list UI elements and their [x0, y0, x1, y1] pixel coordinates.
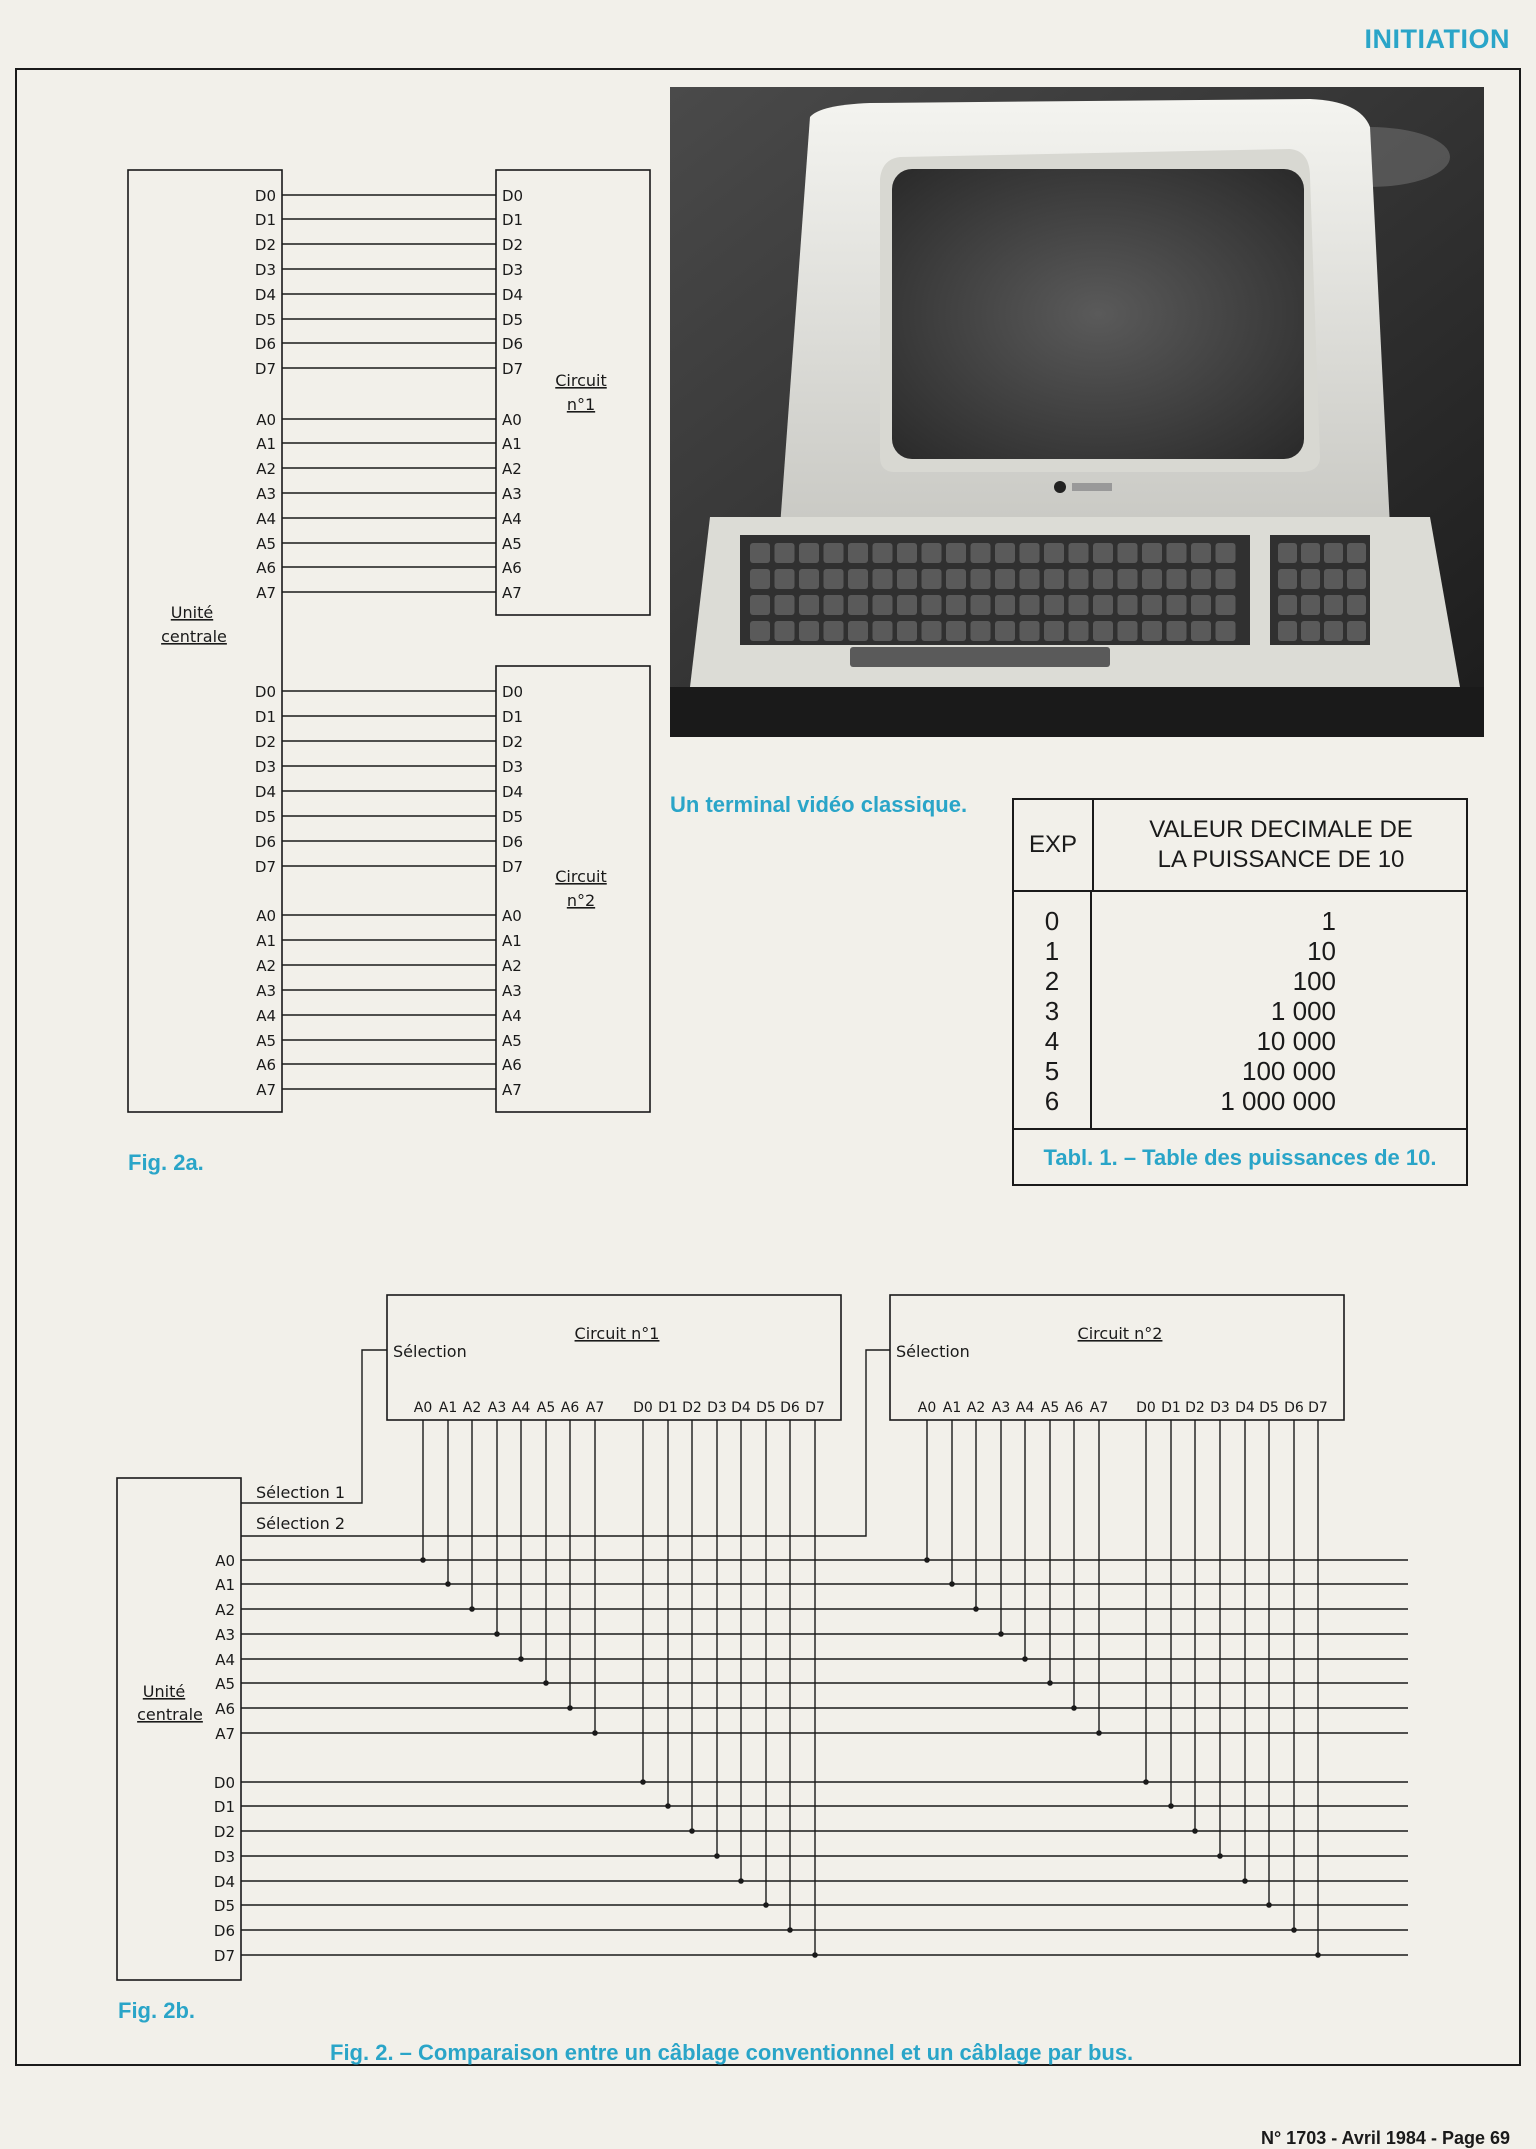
circuit-1-pin-label: A1 [438, 1400, 458, 1416]
circuit-2-pin-label: D7 [502, 858, 524, 876]
cpu-pin-label: A6 [256, 559, 276, 577]
circuit-1-pin-label: D5 [756, 1400, 776, 1416]
keypad-key [1278, 621, 1297, 641]
circuit-2-pin-label: A6 [502, 1056, 522, 1074]
cpu-pin-label: A1 [215, 1576, 235, 1594]
circuit-1-selection-label: Sélection [393, 1342, 467, 1361]
cpu-pin-label: D4 [254, 286, 276, 304]
circuit-1-pin-label: D7 [502, 360, 524, 378]
keyboard-key [1093, 621, 1113, 641]
keypad-key [1278, 595, 1297, 615]
circuit-2-pin-label: D2 [502, 733, 524, 751]
cpu-pin-label: D2 [254, 733, 276, 751]
table-cell-exp: 4 [1044, 1026, 1060, 1056]
keyboard-key [750, 621, 770, 641]
keyboard-key [750, 569, 770, 589]
keyboard-key [873, 621, 893, 641]
circuit-2-pin-label: D1 [502, 708, 524, 726]
cpu-pin-label: A7 [256, 1081, 276, 1099]
table-cell-value: 1 000 000 [1220, 1086, 1336, 1116]
cpu-pin-label: A6 [256, 1056, 276, 1074]
keyboard-key [1069, 621, 1089, 641]
cpu-pin-label: D0 [254, 187, 276, 205]
keyboard-key [873, 569, 893, 589]
keyboard-key [848, 595, 868, 615]
keyboard-key [824, 595, 844, 615]
circuit-2-pin-label: A0 [502, 907, 522, 925]
keyboard-key [897, 569, 917, 589]
keypad-key [1301, 595, 1320, 615]
bus-junction-dot [1143, 1779, 1149, 1785]
circuit-2-pin-label: D5 [1259, 1400, 1279, 1416]
column-header-exp: EXP [1014, 800, 1094, 890]
cpu-pin-label: A0 [215, 1552, 235, 1570]
bus-junction-dot [1242, 1878, 1248, 1884]
bus-junction-dot [812, 1952, 818, 1958]
cpu-pin-label: A3 [256, 485, 276, 503]
cpu-pin-label: A4 [215, 1651, 235, 1669]
cpu-pin-label: A7 [215, 1725, 235, 1743]
keyboard-key [1069, 543, 1089, 563]
keyboard-key [1020, 595, 1040, 615]
cpu-pin-label: A2 [215, 1601, 235, 1619]
circuit-2-pin-label: A3 [502, 982, 522, 1000]
circuit-1-pin-label: D6 [502, 335, 524, 353]
keyboard-key [922, 543, 942, 563]
circuit-2-selection-label: Sélection [896, 1342, 970, 1361]
keypad-key [1324, 543, 1343, 563]
keyboard-key [1020, 621, 1040, 641]
cpu-label: centrale [161, 627, 227, 646]
photo-caption: Un terminal vidéo classique. [670, 792, 968, 817]
circuit-2-pin-label: A1 [502, 932, 522, 950]
circuit-1-pin-label: A3 [487, 1400, 507, 1416]
circuit-1-pin-label: D1 [502, 211, 524, 229]
bus-junction-dot [714, 1853, 720, 1859]
cpu-label: Unité [170, 603, 214, 622]
circuit-1-pin-label: A7 [502, 584, 522, 602]
keyboard-key [848, 621, 868, 641]
table-cell-exp: 1 [1044, 936, 1060, 966]
keypad-key [1301, 621, 1320, 641]
keyboard-key [1044, 595, 1064, 615]
bus-junction-dot [1071, 1705, 1077, 1711]
circuit-1-pin-label: A5 [502, 535, 522, 553]
bus-junction-dot [1047, 1680, 1053, 1686]
cpu-pin-label: A0 [256, 907, 276, 925]
keyboard-key [922, 621, 942, 641]
circuit-2-pin-label: A5 [1040, 1400, 1060, 1416]
table-cell-exp: 0 [1044, 906, 1060, 936]
selection-2-wire [241, 1350, 890, 1536]
keyboard-key [1093, 595, 1113, 615]
cpu-pin-label: D5 [254, 808, 276, 826]
circuit-2-pin-label: D6 [502, 833, 524, 851]
cpu-pin-label: D2 [254, 236, 276, 254]
circuit-1-pin-label: D4 [502, 286, 524, 304]
selection-1-wire [241, 1350, 387, 1503]
bus-junction-dot [543, 1680, 549, 1686]
powers-of-ten-table [1012, 798, 1468, 1186]
table-caption-box [1014, 1130, 1466, 1186]
keyboard-key [897, 595, 917, 615]
column-header-value-line: VALEUR DECIMALE DE [1149, 816, 1413, 843]
table-cell-exp: 6 [1044, 1086, 1060, 1116]
table-cell-exp: 3 [1044, 996, 1060, 1026]
circuit-2-pin-label: A6 [1064, 1400, 1084, 1416]
circuit-2-pin-label: A2 [966, 1400, 986, 1416]
circuit-1-pin-label: A6 [502, 559, 522, 577]
keyboard-key [750, 595, 770, 615]
cpu-pin-label: A0 [256, 411, 276, 429]
keyboard-key [1142, 595, 1162, 615]
keyboard-key [1216, 569, 1236, 589]
circuit-2-label: Circuit [555, 867, 607, 886]
keypad-key [1301, 543, 1320, 563]
circuit-2-pin-label: D6 [1284, 1400, 1304, 1416]
cpu-pin-label: A6 [215, 1700, 235, 1718]
bus-junction-dot [1266, 1902, 1272, 1908]
keyboard-key [995, 621, 1015, 641]
cpu-pin-label: D2 [213, 1823, 235, 1841]
keyboard-key [1142, 543, 1162, 563]
cpu-pin-label: D5 [254, 311, 276, 329]
circuit-1-pin-label: D6 [780, 1400, 800, 1416]
bus-junction-dot [640, 1779, 646, 1785]
cpu-pin-label: D7 [254, 858, 276, 876]
circuit-2-pin-label: A0 [917, 1400, 937, 1416]
keyboard-key [897, 621, 917, 641]
circuit-1-title: Circuit n°1 [574, 1324, 660, 1343]
circuit-1-pin-label: A1 [502, 435, 522, 453]
table-header [1014, 800, 1466, 892]
keyboard-key [873, 595, 893, 615]
cpu-pin-label: A5 [256, 535, 276, 553]
bus-junction-dot [973, 1606, 979, 1612]
keyboard-key [946, 543, 966, 563]
circuit-1-pin-label: A5 [536, 1400, 556, 1416]
bus-junction-dot [592, 1730, 598, 1736]
circuit-2-pin-label: D4 [502, 783, 524, 801]
keypad-key [1347, 621, 1366, 641]
circuit-2-pin-label: D2 [1185, 1400, 1205, 1416]
fig-2b-diagram [0, 1270, 1536, 2030]
circuit-2-pin-label: A2 [502, 957, 522, 975]
circuit-1-pin-label: A0 [502, 411, 522, 429]
keyboard-key [1020, 569, 1040, 589]
table-body [1014, 892, 1466, 1130]
fig-2b-caption: Fig. 2b. [118, 1998, 195, 2023]
bus-junction-dot [998, 1631, 1004, 1637]
keyboard-key [848, 569, 868, 589]
keyboard-key [922, 595, 942, 615]
circuit-1-pin-label: A0 [413, 1400, 433, 1416]
bus-junction-dot [494, 1631, 500, 1637]
cpu-pin-label: A1 [256, 435, 276, 453]
bus-junction-dot [1217, 1853, 1223, 1859]
circuit-2-pin-label: A7 [1089, 1400, 1109, 1416]
keyboard-key [1167, 569, 1187, 589]
circuit-2-pin-label: D7 [1308, 1400, 1328, 1416]
cpu-pin-label: D1 [254, 211, 276, 229]
keyboard-key [1118, 621, 1138, 641]
circuit-1-pin-label: A3 [502, 485, 522, 503]
cpu-pin-label: D1 [254, 708, 276, 726]
cpu-pin-label: A2 [256, 957, 276, 975]
cpu-pin-label: D3 [254, 261, 276, 279]
bus-junction-dot [949, 1581, 955, 1587]
keyboard-key [971, 569, 991, 589]
keyboard-key [1216, 543, 1236, 563]
cpu-pin-label: D0 [213, 1774, 235, 1792]
keyboard-key [1167, 543, 1187, 563]
circuit-2-title: Circuit n°2 [1077, 1324, 1163, 1343]
cpu-pin-label: A2 [256, 460, 276, 478]
circuit-2-pin-label: A3 [991, 1400, 1011, 1416]
keyboard-key [1118, 569, 1138, 589]
cpu-pin-label: A3 [256, 982, 276, 1000]
keypad-key [1347, 543, 1366, 563]
circuit-1-pin-label: D2 [682, 1400, 702, 1416]
keyboard-key [922, 569, 942, 589]
bus-junction-dot [1022, 1656, 1028, 1662]
circuit-1-pin-label: A2 [502, 460, 522, 478]
bus-junction-dot [420, 1557, 426, 1563]
keyboard-key [1044, 543, 1064, 563]
keyboard-key [1118, 543, 1138, 563]
table-cell-exp: 5 [1044, 1056, 1060, 1086]
circuit-1-pin-label: D5 [502, 311, 524, 329]
bus-junction-dot [665, 1803, 671, 1809]
circuit-2-pin-label: A4 [1015, 1400, 1035, 1416]
keyboard-key [775, 543, 795, 563]
bus-junction-dot [738, 1878, 744, 1884]
keyboard-key [1191, 569, 1211, 589]
cpu-pin-label: D4 [254, 783, 276, 801]
keyboard-key [995, 569, 1015, 589]
keypad-key [1324, 569, 1343, 589]
cpu-pin-label: A5 [256, 1032, 276, 1050]
circuit-1-pin-label: D2 [502, 236, 524, 254]
keyboard-key [1191, 543, 1211, 563]
circuit-2-label: n°2 [566, 891, 596, 910]
cpu-pin-label: D7 [254, 360, 276, 378]
keyboard-key [1093, 543, 1113, 563]
table-cell-value: 1 [1321, 906, 1336, 936]
keyboard-key [824, 543, 844, 563]
bus-junction-dot [1096, 1730, 1102, 1736]
column-header-value [1094, 800, 1468, 890]
circuit-2-pin-label: D5 [502, 808, 524, 826]
cpu-pin-label: A4 [256, 510, 276, 528]
keypad-key [1324, 621, 1343, 641]
keyboard-key [799, 595, 819, 615]
circuit-1-pin-label: A4 [511, 1400, 531, 1416]
keypad-key [1301, 569, 1320, 589]
table-cell-value: 100 [1292, 966, 1336, 996]
circuit-2-pin-label: A7 [502, 1081, 522, 1099]
keyboard-key [799, 621, 819, 641]
cpu-label: centrale [137, 1705, 203, 1724]
circuit-2-pin-label: D3 [1210, 1400, 1230, 1416]
keyboard-key [995, 595, 1015, 615]
bus-junction-dot [924, 1557, 930, 1563]
circuit-1-label: Circuit [555, 371, 607, 390]
table-cell-exp: 2 [1044, 966, 1060, 996]
keyboard-key [848, 543, 868, 563]
fig-2a-diagram [0, 0, 680, 1200]
keypad-key [1324, 595, 1343, 615]
keyboard-key [1167, 621, 1187, 641]
keypad-key [1278, 569, 1297, 589]
circuit-1-pin-label: D0 [502, 187, 524, 205]
circuit-1-pin-label: D3 [707, 1400, 727, 1416]
cpu-pin-label: D6 [254, 833, 276, 851]
cpu-pin-label: D4 [213, 1873, 235, 1891]
keyboard-key [897, 543, 917, 563]
bus-junction-dot [689, 1828, 695, 1834]
keyboard-key [873, 543, 893, 563]
fig-2-caption: Fig. 2. – Comparaison entre un câblage conventionnel et un câblage par bus. [330, 2040, 1134, 2065]
keyboard-key [971, 621, 991, 641]
keyboard-key [799, 543, 819, 563]
keyboard-key [1216, 595, 1236, 615]
cpu-pin-label: A3 [215, 1626, 235, 1644]
keyboard-key [1216, 621, 1236, 641]
table-caption: Tabl. 1. – Table des puissances de 10. [1043, 1145, 1437, 1170]
keypad-key [1278, 543, 1297, 563]
cpu-pin-label: D7 [213, 1947, 235, 1965]
keyboard-key [1093, 569, 1113, 589]
cpu-pin-label: D1 [213, 1798, 235, 1816]
circuit-1-pin-label: A6 [560, 1400, 580, 1416]
circuit-2-pin-label: A1 [942, 1400, 962, 1416]
circuit-2-pin-label: D4 [1235, 1400, 1255, 1416]
circuit-2-pin-label: D1 [1161, 1400, 1181, 1416]
keyboard-key [775, 595, 795, 615]
bus-junction-dot [763, 1902, 769, 1908]
bus-junction-dot [1291, 1927, 1297, 1933]
keyboard-key [1167, 595, 1187, 615]
bus-junction-dot [445, 1581, 451, 1587]
selection-1-label: Sélection 1 [256, 1483, 345, 1502]
keyboard-key [775, 621, 795, 641]
keyboard-key [971, 543, 991, 563]
keypad-key [1347, 595, 1366, 615]
keyboard-key [1142, 569, 1162, 589]
keyboard-key [1191, 595, 1211, 615]
circuit-1-pin-label: D3 [502, 261, 524, 279]
keyboard-key [1044, 569, 1064, 589]
keyboard-key [750, 543, 770, 563]
keyboard-key [799, 569, 819, 589]
selection-2-label: Sélection 2 [256, 1514, 345, 1533]
cpu-pin-label: D5 [213, 1897, 235, 1915]
cpu-pin-label: D3 [213, 1848, 235, 1866]
bus-junction-dot [1192, 1828, 1198, 1834]
circuit-1-pin-label: A4 [502, 510, 522, 528]
cpu-label: Unité [142, 1682, 186, 1701]
terminal-photo [670, 87, 1484, 737]
circuit-1-label: n°1 [566, 395, 596, 414]
keypad-key [1347, 569, 1366, 589]
bus-junction-dot [1315, 1952, 1321, 1958]
cpu-pin-label: A7 [256, 584, 276, 602]
circuit-1-pin-label: D7 [805, 1400, 825, 1416]
circuit-2-pin-label: D3 [502, 758, 524, 776]
circuit-2-pin-label: A5 [502, 1032, 522, 1050]
keyboard-key [1069, 569, 1089, 589]
value-column [1094, 892, 1468, 1128]
column-header-value-line: LA PUISSANCE DE 10 [1157, 846, 1405, 873]
keyboard-key [1118, 595, 1138, 615]
circuit-1-pin-label: A7 [585, 1400, 605, 1416]
bus-junction-dot [1168, 1803, 1174, 1809]
keyboard-key [995, 543, 1015, 563]
keyboard-key [946, 595, 966, 615]
section-header: INITIATION [1364, 24, 1510, 54]
cpu-pin-label: D3 [254, 758, 276, 776]
cpu-pin-label: A4 [256, 1007, 276, 1025]
circuit-1-pin-label: D0 [633, 1400, 653, 1416]
circuit-2-pin-label: D0 [1136, 1400, 1156, 1416]
keyboard-key [971, 595, 991, 615]
table-cell-value: 100 000 [1242, 1056, 1336, 1086]
keyboard-key [1044, 621, 1064, 641]
cpu-pin-label: D6 [213, 1922, 235, 1940]
table-cell-value: 10 000 [1256, 1026, 1336, 1056]
keyboard-key [946, 621, 966, 641]
keyboard-key [946, 569, 966, 589]
table-cell-value: 1 000 [1270, 996, 1336, 1026]
cpu-pin-label: D0 [254, 683, 276, 701]
bus-junction-dot [567, 1705, 573, 1711]
keyboard-key [824, 621, 844, 641]
circuit-1-pin-label: A2 [462, 1400, 482, 1416]
page-footer: N° 1703 - Avril 1984 - Page 69 [1260, 2128, 1510, 2148]
cpu-pin-label: A1 [256, 932, 276, 950]
table-cell-value: 10 [1307, 936, 1336, 966]
circuit-2-pin-label: A4 [502, 1007, 522, 1025]
keyboard-key [775, 569, 795, 589]
keyboard-key [1142, 621, 1162, 641]
keyboard-key [824, 569, 844, 589]
keyboard-key [1020, 543, 1040, 563]
bus-junction-dot [469, 1606, 475, 1612]
space-bar [850, 647, 1110, 667]
keyboard-key [1069, 595, 1089, 615]
exp-column [1014, 892, 1092, 1128]
fig-2a-caption: Fig. 2a. [128, 1150, 204, 1175]
bus-junction-dot [787, 1927, 793, 1933]
circuit-1-pin-label: D1 [658, 1400, 678, 1416]
keyboard-key [1191, 621, 1211, 641]
circuit-1-pin-label: D4 [731, 1400, 751, 1416]
bus-junction-dot [518, 1656, 524, 1662]
cpu-pin-label: A5 [215, 1675, 235, 1693]
circuit-2-pin-label: D0 [502, 683, 524, 701]
cpu-pin-label: D6 [254, 335, 276, 353]
